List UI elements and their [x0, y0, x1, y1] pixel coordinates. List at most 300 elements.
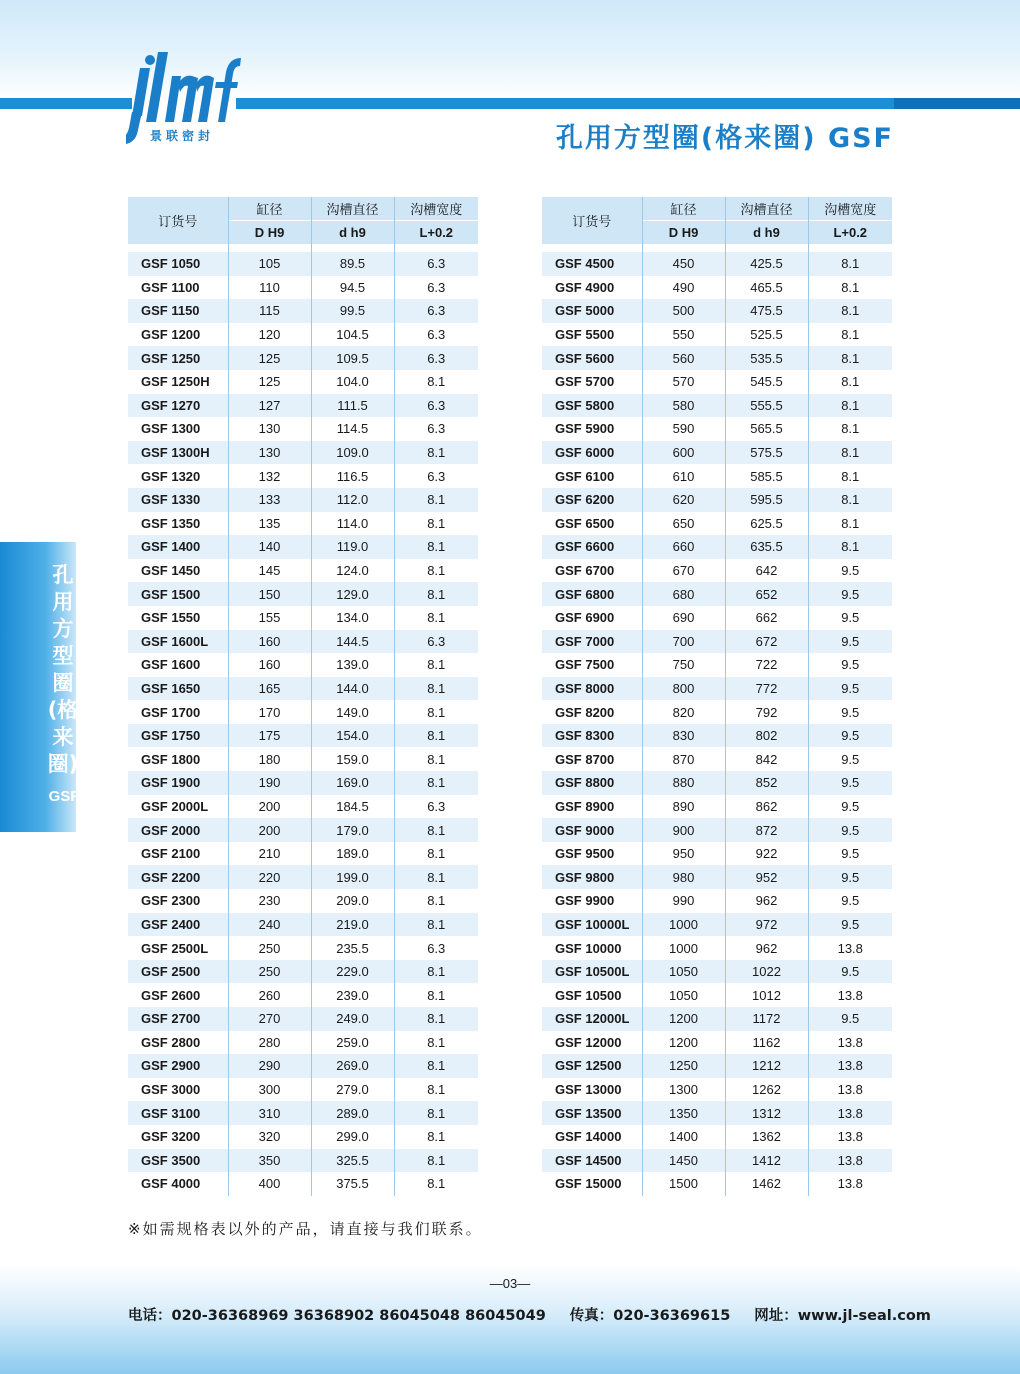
cell-groove-diameter: 219.0	[311, 913, 394, 937]
cell-bore-diameter: 165	[228, 677, 311, 701]
cell-groove-width: 13.8	[837, 1129, 863, 1145]
table-spacer-row	[542, 244, 892, 252]
cell-groove-width: 6.3	[427, 421, 446, 437]
cell-order-no: GSF 2000L	[128, 795, 228, 819]
cell-groove-diameter: 129.0	[311, 582, 394, 606]
cell-order-no: GSF 8700	[542, 747, 642, 771]
cell-groove-diameter: 1312	[725, 1101, 808, 1125]
cell-groove-width: 8.1	[394, 488, 478, 512]
table-row	[128, 394, 478, 418]
side-tab-label: 孔用方型圈(格来圈)	[47, 563, 79, 776]
cell-order-no: GSF 7000	[542, 630, 642, 654]
cell-bore-diameter: 270	[228, 1007, 311, 1031]
cell-bore-diameter: 300	[228, 1078, 311, 1102]
cell-order-no: GSF 1500	[128, 582, 228, 606]
cell-bore-diameter: 870	[642, 747, 725, 771]
cell-groove-diameter: 1162	[725, 1031, 808, 1055]
table-row	[542, 865, 892, 889]
cell-groove-diameter: 1022	[725, 960, 808, 984]
table-row	[128, 1054, 478, 1078]
cell-groove-width: 8.1	[394, 724, 478, 748]
cell-groove-width: 8.1	[808, 252, 892, 276]
contact-phone: 电话：020-36368969 36368902 86045048 86045049	[128, 1308, 546, 1324]
cell-bore-diameter: 170	[228, 700, 311, 724]
cell-bore-diameter: 1000	[642, 913, 725, 937]
cell-bore-diameter: 900	[642, 818, 725, 842]
cell-order-no: GSF 1750	[128, 724, 228, 748]
cell-groove-width: 6.3	[394, 630, 478, 654]
cell-bore-diameter: 290	[228, 1054, 311, 1078]
cell-groove-width: 6.3	[427, 327, 446, 343]
cell-groove-diameter: 672	[725, 630, 808, 654]
table-row	[128, 464, 478, 488]
cell-order-no: GSF 9800	[542, 865, 642, 889]
cell-bore-diameter: 490	[642, 276, 725, 300]
table-row	[128, 771, 478, 795]
cell-groove-width: 8.1	[427, 704, 446, 720]
cell-order-no: GSF 6000	[542, 441, 642, 465]
cell-order-no: GSF 1200	[128, 323, 228, 347]
cell-groove-width: 9.5	[808, 771, 892, 795]
cell-bore-diameter: 560	[642, 346, 725, 370]
cell-order-no: GSF 5900	[542, 417, 642, 441]
cell-bore-diameter: 320	[228, 1125, 311, 1149]
cell-groove-diameter: 652	[725, 582, 808, 606]
cell-order-no: GSF 2900	[128, 1054, 228, 1078]
cell-groove-diameter: 375.5	[311, 1172, 394, 1196]
cell-groove-diameter: 802	[725, 724, 808, 748]
cell-bore-diameter: 680	[642, 582, 725, 606]
cell-order-no: GSF 6500	[542, 512, 642, 536]
cell-order-no: GSF 10000	[542, 936, 642, 960]
cell-groove-diameter: 555.5	[725, 394, 808, 418]
cell-bore-diameter: 880	[642, 771, 725, 795]
cell-groove-diameter: 952	[725, 865, 808, 889]
table-row	[542, 630, 892, 654]
table-row	[128, 299, 478, 323]
cell-groove-width: 8.1	[427, 846, 446, 862]
table-row	[128, 1007, 478, 1031]
cell-bore-diameter: 132	[228, 464, 311, 488]
cell-order-no: GSF 8000	[542, 677, 642, 701]
cell-groove-width: 9.5	[808, 960, 892, 984]
cell-bore-diameter: 830	[642, 724, 725, 748]
cell-groove-width: 9.5	[808, 630, 892, 654]
cell-order-no: GSF 3500	[128, 1149, 228, 1173]
cell-bore-diameter: 500	[642, 299, 725, 323]
table-row	[542, 512, 892, 536]
cell-groove-diameter: 189.0	[311, 842, 394, 866]
header-groove-width-tolerance: L+0.2	[394, 221, 478, 245]
cell-bore-diameter: 1000	[642, 936, 725, 960]
cell-groove-width: 13.8	[808, 1054, 892, 1078]
cell-groove-width: 8.1	[394, 1054, 478, 1078]
contact-website: 网址：www.jl-seal.com	[754, 1308, 931, 1324]
cell-groove-diameter: 104.0	[311, 370, 394, 394]
cell-bore-diameter: 580	[642, 394, 725, 418]
table-row	[128, 983, 478, 1007]
cell-groove-diameter: 872	[725, 818, 808, 842]
cell-order-no: GSF 6600	[542, 535, 642, 559]
cell-groove-width: 8.1	[841, 374, 860, 390]
cell-groove-width: 8.1	[808, 488, 892, 512]
table-row	[542, 1031, 892, 1055]
table-row	[128, 276, 478, 300]
cell-groove-diameter: 104.5	[311, 323, 394, 347]
cell-groove-diameter: 114.5	[311, 417, 394, 441]
table-row	[542, 960, 892, 984]
cell-bore-diameter: 650	[642, 512, 725, 536]
table-row	[128, 818, 478, 842]
cell-groove-width: 8.1	[394, 441, 478, 465]
cell-order-no: GSF 14000	[542, 1125, 642, 1149]
cell-groove-diameter: 239.0	[311, 983, 394, 1007]
cell-groove-diameter: 1172	[725, 1007, 808, 1031]
cell-bore-diameter: 210	[228, 842, 311, 866]
cell-groove-width: 8.1	[427, 1034, 446, 1050]
table-row	[542, 889, 892, 913]
table-row	[542, 913, 892, 937]
cell-groove-diameter: 852	[725, 771, 808, 795]
cell-bore-diameter: 980	[642, 865, 725, 889]
cell-order-no: GSF 14500	[542, 1149, 642, 1173]
cell-groove-width: 8.1	[427, 563, 446, 579]
cell-groove-diameter: 1362	[725, 1125, 808, 1149]
cell-order-no: GSF 2100	[128, 842, 228, 866]
cell-bore-diameter: 250	[228, 936, 311, 960]
table-row	[128, 865, 478, 889]
cell-groove-diameter: 249.0	[311, 1007, 394, 1031]
cell-bore-diameter: 890	[642, 795, 725, 819]
header-groove-diameter-tolerance: d h9	[311, 221, 394, 245]
cell-groove-diameter: 922	[725, 842, 808, 866]
cell-groove-diameter: 772	[725, 677, 808, 701]
cell-groove-width: 9.5	[808, 724, 892, 748]
cell-groove-diameter: 862	[725, 795, 808, 819]
cell-order-no: GSF 2800	[128, 1031, 228, 1055]
cell-groove-width: 9.5	[808, 582, 892, 606]
cell-order-no: GSF 10500	[542, 983, 642, 1007]
cell-bore-diameter: 127	[228, 394, 311, 418]
cell-bore-diameter: 280	[228, 1031, 311, 1055]
cell-order-no: GSF 1300	[128, 417, 228, 441]
header-bore-tolerance: D H9	[642, 221, 725, 245]
cell-bore-diameter: 620	[642, 488, 725, 512]
cell-bore-diameter: 990	[642, 889, 725, 913]
table-row	[128, 889, 478, 913]
table-row	[128, 1125, 478, 1149]
table-row	[542, 488, 892, 512]
cell-order-no: GSF 6900	[542, 606, 642, 630]
table-row	[542, 559, 892, 583]
table-row	[128, 323, 478, 347]
cell-groove-diameter: 119.0	[311, 535, 394, 559]
cell-groove-diameter: 154.0	[311, 724, 394, 748]
cell-order-no: GSF 5800	[542, 394, 642, 418]
table-row	[542, 795, 892, 819]
cell-groove-width: 9.5	[841, 893, 860, 909]
cell-groove-diameter: 585.5	[725, 464, 808, 488]
cell-bore-diameter: 660	[642, 535, 725, 559]
cell-order-no: GSF 2200	[128, 865, 228, 889]
cell-groove-width: 8.1	[427, 751, 446, 767]
cell-groove-width: 6.3	[394, 346, 478, 370]
cell-order-no: GSF 1150	[128, 299, 228, 323]
cell-groove-diameter: 134.0	[311, 606, 394, 630]
cell-order-no: GSF 9000	[542, 818, 642, 842]
cell-bore-diameter: 133	[228, 488, 311, 512]
table-row	[128, 936, 478, 960]
table-row	[128, 913, 478, 937]
cell-groove-diameter: 159.0	[311, 747, 394, 771]
table-spacer-row	[128, 244, 478, 252]
cell-groove-width: 8.1	[808, 299, 892, 323]
cell-groove-width: 13.8	[837, 1034, 863, 1050]
cell-bore-diameter: 670	[642, 559, 725, 583]
table-row	[542, 1125, 892, 1149]
cell-groove-diameter: 99.5	[311, 299, 394, 323]
table-row	[542, 724, 892, 748]
table-row	[128, 747, 478, 771]
cell-order-no: GSF 9500	[542, 842, 642, 866]
cell-order-no: GSF 10000L	[542, 913, 642, 937]
cell-groove-diameter: 235.5	[311, 936, 394, 960]
cell-groove-width: 8.1	[427, 1176, 446, 1192]
cell-bore-diameter: 110	[228, 276, 311, 300]
cell-groove-width: 6.3	[394, 394, 478, 418]
brand-name-cn: 景联密封	[150, 129, 215, 143]
cell-groove-diameter: 972	[725, 913, 808, 937]
cell-order-no: GSF 6700	[542, 559, 642, 583]
cell-bore-diameter: 450	[642, 252, 725, 276]
cell-groove-width: 8.1	[394, 865, 478, 889]
cell-bore-diameter: 145	[228, 559, 311, 583]
cell-bore-diameter: 1200	[642, 1031, 725, 1055]
cell-groove-width: 13.8	[837, 1082, 863, 1098]
table-row	[128, 1172, 478, 1196]
table-row	[542, 417, 892, 441]
cell-groove-width: 8.1	[427, 893, 446, 909]
cell-groove-diameter: 111.5	[311, 394, 394, 418]
cell-bore-diameter: 130	[228, 441, 311, 465]
cell-groove-diameter: 229.0	[311, 960, 394, 984]
cell-bore-diameter: 1250	[642, 1054, 725, 1078]
cell-groove-width: 8.1	[394, 771, 478, 795]
cell-groove-width: 9.5	[841, 846, 860, 862]
spec-table-left	[128, 197, 478, 1196]
cell-order-no: GSF 8900	[542, 795, 642, 819]
cell-bore-diameter: 1500	[642, 1172, 725, 1196]
cell-bore-diameter: 260	[228, 983, 311, 1007]
cell-bore-diameter: 190	[228, 771, 311, 795]
cell-groove-diameter: 149.0	[311, 700, 394, 724]
cell-groove-width: 6.3	[427, 940, 446, 956]
header-groove-diameter: 沟槽直径	[725, 197, 808, 221]
cell-bore-diameter: 550	[642, 323, 725, 347]
side-tab-code: GSF	[48, 788, 80, 805]
cell-groove-diameter: 124.0	[311, 559, 394, 583]
cell-groove-diameter: 325.5	[311, 1149, 394, 1173]
cell-bore-diameter: 160	[228, 630, 311, 654]
table-row	[542, 1172, 892, 1196]
table-row	[128, 795, 478, 819]
cell-order-no: GSF 15000	[542, 1172, 642, 1196]
cell-bore-diameter: 220	[228, 865, 311, 889]
cell-order-no: GSF 1650	[128, 677, 228, 701]
contact-fax: 传真：020-36369615	[569, 1308, 731, 1324]
cell-groove-width: 9.5	[841, 563, 860, 579]
cell-groove-diameter: 842	[725, 747, 808, 771]
cell-order-no: GSF 12000	[542, 1031, 642, 1055]
cell-bore-diameter: 690	[642, 606, 725, 630]
cell-order-no: GSF 1600	[128, 653, 228, 677]
cell-groove-width: 8.1	[841, 279, 860, 295]
cell-groove-diameter: 595.5	[725, 488, 808, 512]
cell-bore-diameter: 135	[228, 512, 311, 536]
cell-order-no: GSF 1320	[128, 464, 228, 488]
cell-order-no: GSF 8300	[542, 724, 642, 748]
table-row	[128, 512, 478, 536]
spec-table-right-body	[542, 244, 892, 1196]
cell-groove-diameter: 209.0	[311, 889, 394, 913]
cell-groove-diameter: 94.5	[311, 276, 394, 300]
table-row	[128, 252, 478, 276]
page-title: 孔用方型圈(格来圈) GSF	[555, 123, 894, 154]
cell-groove-diameter: 565.5	[725, 417, 808, 441]
cell-order-no: GSF 5600	[542, 346, 642, 370]
table-row	[542, 1078, 892, 1102]
cell-order-no: GSF 6100	[542, 464, 642, 488]
table-row	[542, 582, 892, 606]
cell-order-no: GSF 9900	[542, 889, 642, 913]
cell-order-no: GSF 1400	[128, 535, 228, 559]
cell-order-no: GSF 1450	[128, 559, 228, 583]
cell-groove-diameter: 722	[725, 653, 808, 677]
cell-order-no: GSF 12000L	[542, 1007, 642, 1031]
cell-groove-diameter: 962	[725, 936, 808, 960]
cell-order-no: GSF 5700	[542, 370, 642, 394]
cell-bore-diameter: 570	[642, 370, 725, 394]
cell-order-no: GSF 8800	[542, 771, 642, 795]
cell-order-no: GSF 1550	[128, 606, 228, 630]
cell-groove-diameter: 662	[725, 606, 808, 630]
cell-order-no: GSF 1900	[128, 771, 228, 795]
cell-bore-diameter: 1450	[642, 1149, 725, 1173]
cell-order-no: GSF 5000	[542, 299, 642, 323]
table-row	[128, 559, 478, 583]
cell-groove-diameter: 535.5	[725, 346, 808, 370]
header-groove-diameter-tolerance: d h9	[725, 221, 808, 245]
cell-groove-width: 8.1	[427, 657, 446, 673]
cell-groove-width: 9.5	[808, 865, 892, 889]
cell-groove-diameter: 425.5	[725, 252, 808, 276]
cell-bore-diameter: 125	[228, 370, 311, 394]
table-row	[542, 346, 892, 370]
cell-groove-width: 13.8	[837, 987, 863, 1003]
cell-groove-width: 9.5	[841, 610, 860, 626]
table-row	[542, 464, 892, 488]
cell-groove-diameter: 144.5	[311, 630, 394, 654]
cell-bore-diameter: 800	[642, 677, 725, 701]
table-row	[542, 842, 892, 866]
cell-groove-diameter: 299.0	[311, 1125, 394, 1149]
cell-groove-width: 9.5	[841, 798, 860, 814]
cell-bore-diameter: 200	[228, 818, 311, 842]
cell-order-no: GSF 1300H	[128, 441, 228, 465]
cell-bore-diameter: 115	[228, 299, 311, 323]
cell-groove-width: 8.1	[427, 1082, 446, 1098]
cell-groove-width: 8.1	[394, 960, 478, 984]
cell-groove-diameter: 635.5	[725, 535, 808, 559]
cell-bore-diameter: 140	[228, 535, 311, 559]
cell-groove-width: 8.1	[841, 421, 860, 437]
cell-groove-width: 8.1	[394, 913, 478, 937]
cell-order-no: GSF 13500	[542, 1101, 642, 1125]
cell-order-no: GSF 1100	[128, 276, 228, 300]
table-row	[128, 488, 478, 512]
cell-bore-diameter: 950	[642, 842, 725, 866]
cell-groove-diameter: 89.5	[311, 252, 394, 276]
cell-groove-width: 8.1	[808, 394, 892, 418]
cell-groove-diameter: 1262	[725, 1078, 808, 1102]
cell-groove-diameter: 269.0	[311, 1054, 394, 1078]
cell-groove-width: 8.1	[394, 1007, 478, 1031]
cell-groove-diameter: 1012	[725, 983, 808, 1007]
cell-groove-width: 8.1	[841, 327, 860, 343]
header-stripe-right	[894, 98, 1020, 109]
cell-order-no: GSF 5500	[542, 323, 642, 347]
table-row	[128, 842, 478, 866]
cell-groove-width: 6.3	[394, 252, 478, 276]
cell-bore-diameter: 160	[228, 653, 311, 677]
table-row	[542, 771, 892, 795]
cell-order-no: GSF 3100	[128, 1101, 228, 1125]
cell-bore-diameter: 1400	[642, 1125, 725, 1149]
cell-order-no: GSF 1800	[128, 747, 228, 771]
table-row	[542, 323, 892, 347]
cell-groove-width: 8.1	[394, 535, 478, 559]
header-stripe-mid	[236, 98, 894, 109]
table-row	[128, 1101, 478, 1125]
spec-table-left-body	[128, 244, 478, 1196]
cell-order-no: GSF 13000	[542, 1078, 642, 1102]
cell-groove-width: 8.1	[841, 515, 860, 531]
cell-groove-width: 13.8	[808, 1101, 892, 1125]
cell-bore-diameter: 700	[642, 630, 725, 654]
cell-groove-width: 8.1	[427, 610, 446, 626]
cell-groove-diameter: 179.0	[311, 818, 394, 842]
cell-groove-diameter: 144.0	[311, 677, 394, 701]
cell-bore-diameter: 180	[228, 747, 311, 771]
table-row	[542, 677, 892, 701]
cell-groove-width: 9.5	[841, 751, 860, 767]
cell-groove-width: 6.3	[394, 299, 478, 323]
cell-bore-diameter: 150	[228, 582, 311, 606]
cell-bore-diameter: 750	[642, 653, 725, 677]
cell-bore-diameter: 1200	[642, 1007, 725, 1031]
cell-groove-diameter: 169.0	[311, 771, 394, 795]
cell-order-no: GSF 3000	[128, 1078, 228, 1102]
cell-groove-width: 6.3	[427, 798, 446, 814]
table-row	[542, 1054, 892, 1078]
table-row	[542, 370, 892, 394]
cell-groove-diameter: 1212	[725, 1054, 808, 1078]
cell-bore-diameter: 1050	[642, 960, 725, 984]
cell-groove-width: 9.5	[808, 818, 892, 842]
cell-groove-width: 8.1	[808, 535, 892, 559]
cell-bore-diameter: 1050	[642, 983, 725, 1007]
cell-order-no: GSF 3200	[128, 1125, 228, 1149]
